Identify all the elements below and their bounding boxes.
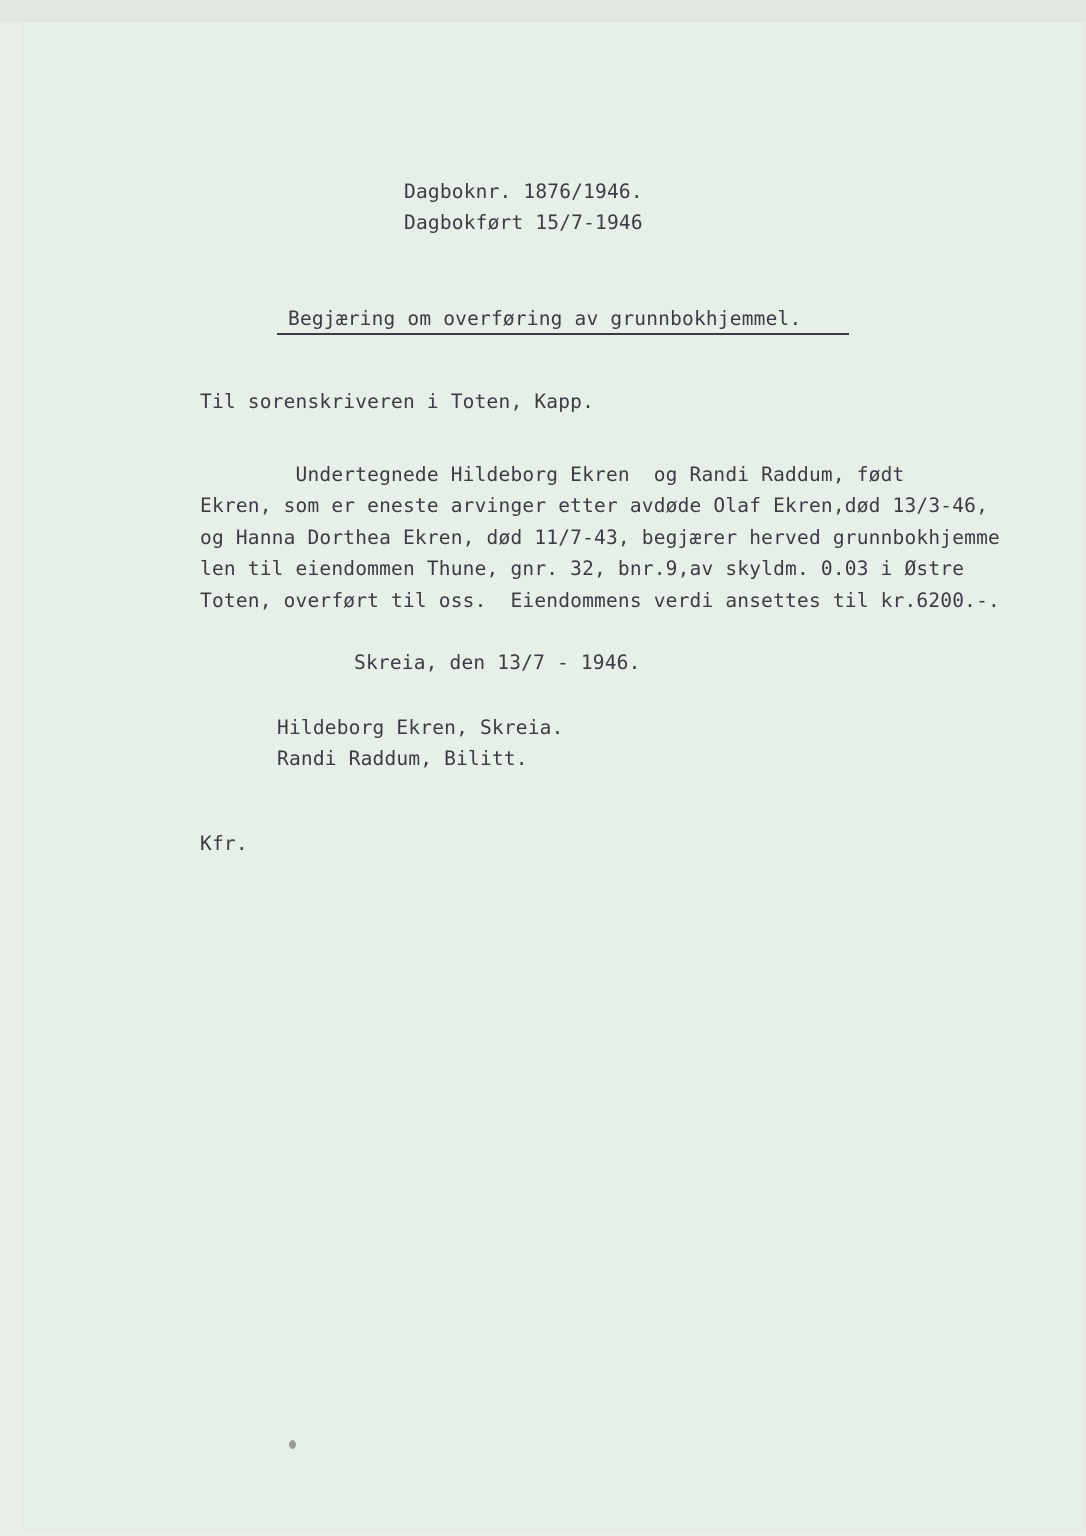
title-underline [277, 333, 849, 335]
document-sheet [22, 22, 1084, 1530]
journal-date: Dagbokført 15/7-1946 [404, 211, 643, 234]
body-line-5: Toten, overført til oss. Eiendommens verdi ansettes til kr.6200.-. [200, 589, 1000, 612]
signature-2: Randi Raddum, Bilitt. [277, 747, 528, 770]
body-line-3: og Hanna Dorthea Ekren, død 11/7-43, begjærer herved grunnbokhjemme [200, 526, 1000, 549]
addressee: Til sorenskriveren i Toten, Kapp. [200, 390, 595, 413]
ink-spot [289, 1440, 296, 1449]
journal-number: Dagboknr. 1876/1946. [404, 180, 643, 203]
place-and-date: Skreia, den 13/7 - 1946. [354, 651, 641, 674]
body-line-4: len til eiendommen Thune, gnr. 32, bnr.9,av skyldm. 0.03 i Østre [200, 557, 965, 580]
body-line-1: Undertegnede Hildeborg Ekren og Randi Raddum, født [200, 463, 917, 486]
scan-top-edge [0, 0, 1086, 22]
document-title: Begjæring om overføring av grunnbokhjemmel. [288, 307, 802, 330]
body-line-2: Ekren, som er eneste arvinger etter avdøde Olaf Ekren,død 13/3-46, [200, 494, 989, 517]
footer-note: Kfr. [200, 832, 248, 855]
signature-1: Hildeborg Ekren, Skreia. [277, 716, 564, 739]
